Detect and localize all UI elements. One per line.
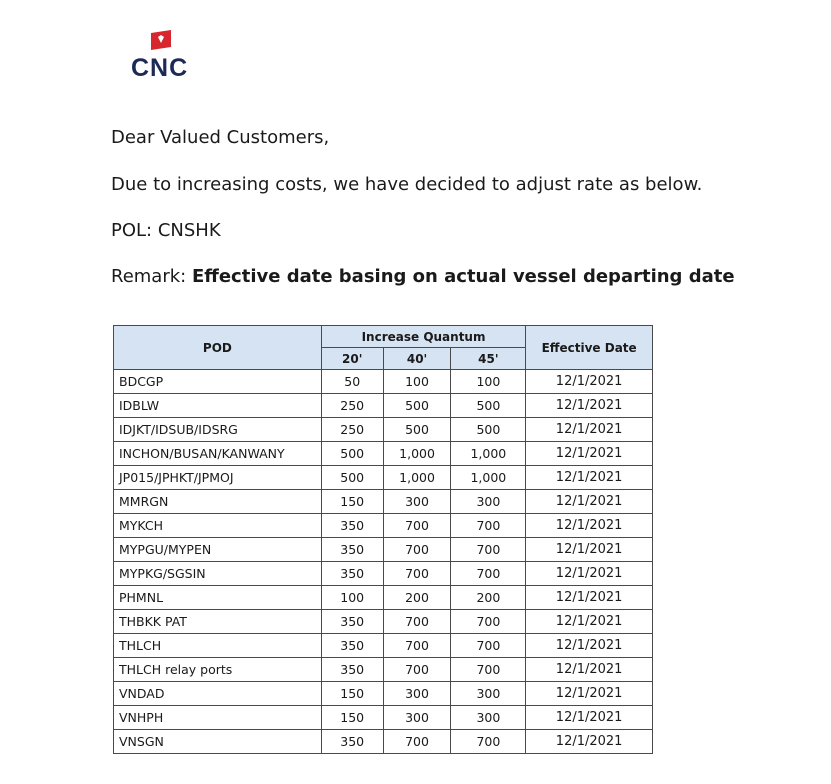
pod-cell: THLCH [114, 634, 322, 658]
effective-date-cell: 12/1/2021 [526, 730, 653, 754]
pod-cell: MYPKG/SGSIN [114, 562, 322, 586]
quantum-45-cell: 1,000 [451, 442, 526, 466]
quantum-20-cell: 350 [321, 658, 383, 682]
table-row [114, 730, 653, 754]
table-row [114, 538, 653, 562]
quantum-45-cell: 700 [451, 634, 526, 658]
remark-line [111, 266, 735, 287]
effective-date-cell: 12/1/2021 [526, 394, 653, 418]
quantum-40-cell: 300 [383, 682, 451, 706]
table-row [114, 394, 653, 418]
quantum-40-cell: 700 [383, 634, 451, 658]
quantum-20-cell: 350 [321, 562, 383, 586]
table-row [114, 562, 653, 586]
greeting: Dear Valued Customers, [111, 127, 330, 148]
pod-cell: INCHON/BUSAN/KANWANY [114, 442, 322, 466]
quantum-40-cell: 300 [383, 490, 451, 514]
company-logo [131, 30, 211, 86]
quantum-20-cell: 50 [321, 370, 383, 394]
pod-cell: VNDAD [114, 682, 322, 706]
quantum-45-cell: 700 [451, 538, 526, 562]
pod-cell: THBKK PAT [114, 610, 322, 634]
quantum-20-cell: 500 [321, 466, 383, 490]
quantum-40-cell: 700 [383, 730, 451, 754]
effective-date-cell: 12/1/2021 [526, 706, 653, 730]
rate-increase-table [113, 325, 653, 754]
header-increase-quantum: Increase Quantum [321, 326, 525, 348]
effective-date-cell: 12/1/2021 [526, 514, 653, 538]
quantum-40-cell: 500 [383, 418, 451, 442]
pod-cell: VNHPH [114, 706, 322, 730]
effective-date-cell: 12/1/2021 [526, 682, 653, 706]
quantum-20-cell: 500 [321, 442, 383, 466]
quantum-40-cell: 1,000 [383, 442, 451, 466]
quantum-45-cell: 700 [451, 730, 526, 754]
quantum-40-cell: 700 [383, 658, 451, 682]
cnc-logo-mark-icon [149, 30, 173, 50]
pod-cell: JP015/JPHKT/JPMOJ [114, 466, 322, 490]
quantum-40-cell: 1,000 [383, 466, 451, 490]
rate-table-body [114, 370, 653, 754]
header-pod: POD [114, 326, 322, 370]
header-20ft: 20' [321, 348, 383, 370]
pod-cell: IDJKT/IDSUB/IDSRG [114, 418, 322, 442]
quantum-20-cell: 350 [321, 538, 383, 562]
quantum-40-cell: 300 [383, 706, 451, 730]
quantum-45-cell: 700 [451, 610, 526, 634]
quantum-20-cell: 100 [321, 586, 383, 610]
port-of-loading: POL: CNSHK [111, 220, 221, 241]
pod-cell: THLCH relay ports [114, 658, 322, 682]
effective-date-cell: 12/1/2021 [526, 490, 653, 514]
pod-cell: PHMNL [114, 586, 322, 610]
effective-date-cell: 12/1/2021 [526, 418, 653, 442]
pod-cell: MYPGU/MYPEN [114, 538, 322, 562]
quantum-40-cell: 200 [383, 586, 451, 610]
quantum-20-cell: 150 [321, 490, 383, 514]
quantum-20-cell: 350 [321, 514, 383, 538]
effective-date-cell: 12/1/2021 [526, 562, 653, 586]
quantum-20-cell: 250 [321, 418, 383, 442]
pod-cell: BDCGP [114, 370, 322, 394]
header-45ft: 45' [451, 348, 526, 370]
quantum-45-cell: 500 [451, 394, 526, 418]
effective-date-cell: 12/1/2021 [526, 466, 653, 490]
quantum-20-cell: 350 [321, 730, 383, 754]
table-row [114, 490, 653, 514]
logo-wordmark: CNC [131, 54, 189, 82]
pod-cell: VNSGN [114, 730, 322, 754]
intro-paragraph: Due to increasing costs, we have decided to adjust rate as below. [111, 174, 703, 195]
effective-date-cell: 12/1/2021 [526, 586, 653, 610]
quantum-20-cell: 150 [321, 706, 383, 730]
effective-date-cell: 12/1/2021 [526, 370, 653, 394]
remark-text: Effective date basing on actual vessel departing date [191, 266, 735, 287]
quantum-45-cell: 300 [451, 706, 526, 730]
effective-date-cell: 12/1/2021 [526, 634, 653, 658]
quantum-20-cell: 350 [321, 634, 383, 658]
table-row [114, 442, 653, 466]
quantum-40-cell: 500 [383, 394, 451, 418]
quantum-45-cell: 500 [451, 418, 526, 442]
pod-cell: MMRGN [114, 490, 322, 514]
effective-date-cell: 12/1/2021 [526, 538, 653, 562]
table-row [114, 418, 653, 442]
quantum-20-cell: 250 [321, 394, 383, 418]
pod-cell: MYKCH [114, 514, 322, 538]
remark-label: Remark: [111, 266, 192, 287]
pod-cell: IDBLW [114, 394, 322, 418]
table-row [114, 658, 653, 682]
table-row [114, 706, 653, 730]
header-40ft: 40' [383, 348, 451, 370]
quantum-40-cell: 700 [383, 610, 451, 634]
table-row [114, 610, 653, 634]
quantum-45-cell: 300 [451, 490, 526, 514]
quantum-40-cell: 100 [383, 370, 451, 394]
quantum-45-cell: 700 [451, 562, 526, 586]
table-row [114, 634, 653, 658]
quantum-20-cell: 150 [321, 682, 383, 706]
table-row [114, 466, 653, 490]
quantum-45-cell: 700 [451, 658, 526, 682]
quantum-45-cell: 100 [451, 370, 526, 394]
quantum-45-cell: 300 [451, 682, 526, 706]
table-row [114, 586, 653, 610]
effective-date-cell: 12/1/2021 [526, 658, 653, 682]
quantum-40-cell: 700 [383, 562, 451, 586]
effective-date-cell: 12/1/2021 [526, 442, 653, 466]
quantum-45-cell: 200 [451, 586, 526, 610]
quantum-40-cell: 700 [383, 538, 451, 562]
header-effective-date: Effective Date [526, 326, 653, 370]
table-row [114, 682, 653, 706]
quantum-20-cell: 350 [321, 610, 383, 634]
quantum-45-cell: 1,000 [451, 466, 526, 490]
effective-date-cell: 12/1/2021 [526, 610, 653, 634]
table-row [114, 514, 653, 538]
table-row [114, 370, 653, 394]
quantum-45-cell: 700 [451, 514, 526, 538]
quantum-40-cell: 700 [383, 514, 451, 538]
